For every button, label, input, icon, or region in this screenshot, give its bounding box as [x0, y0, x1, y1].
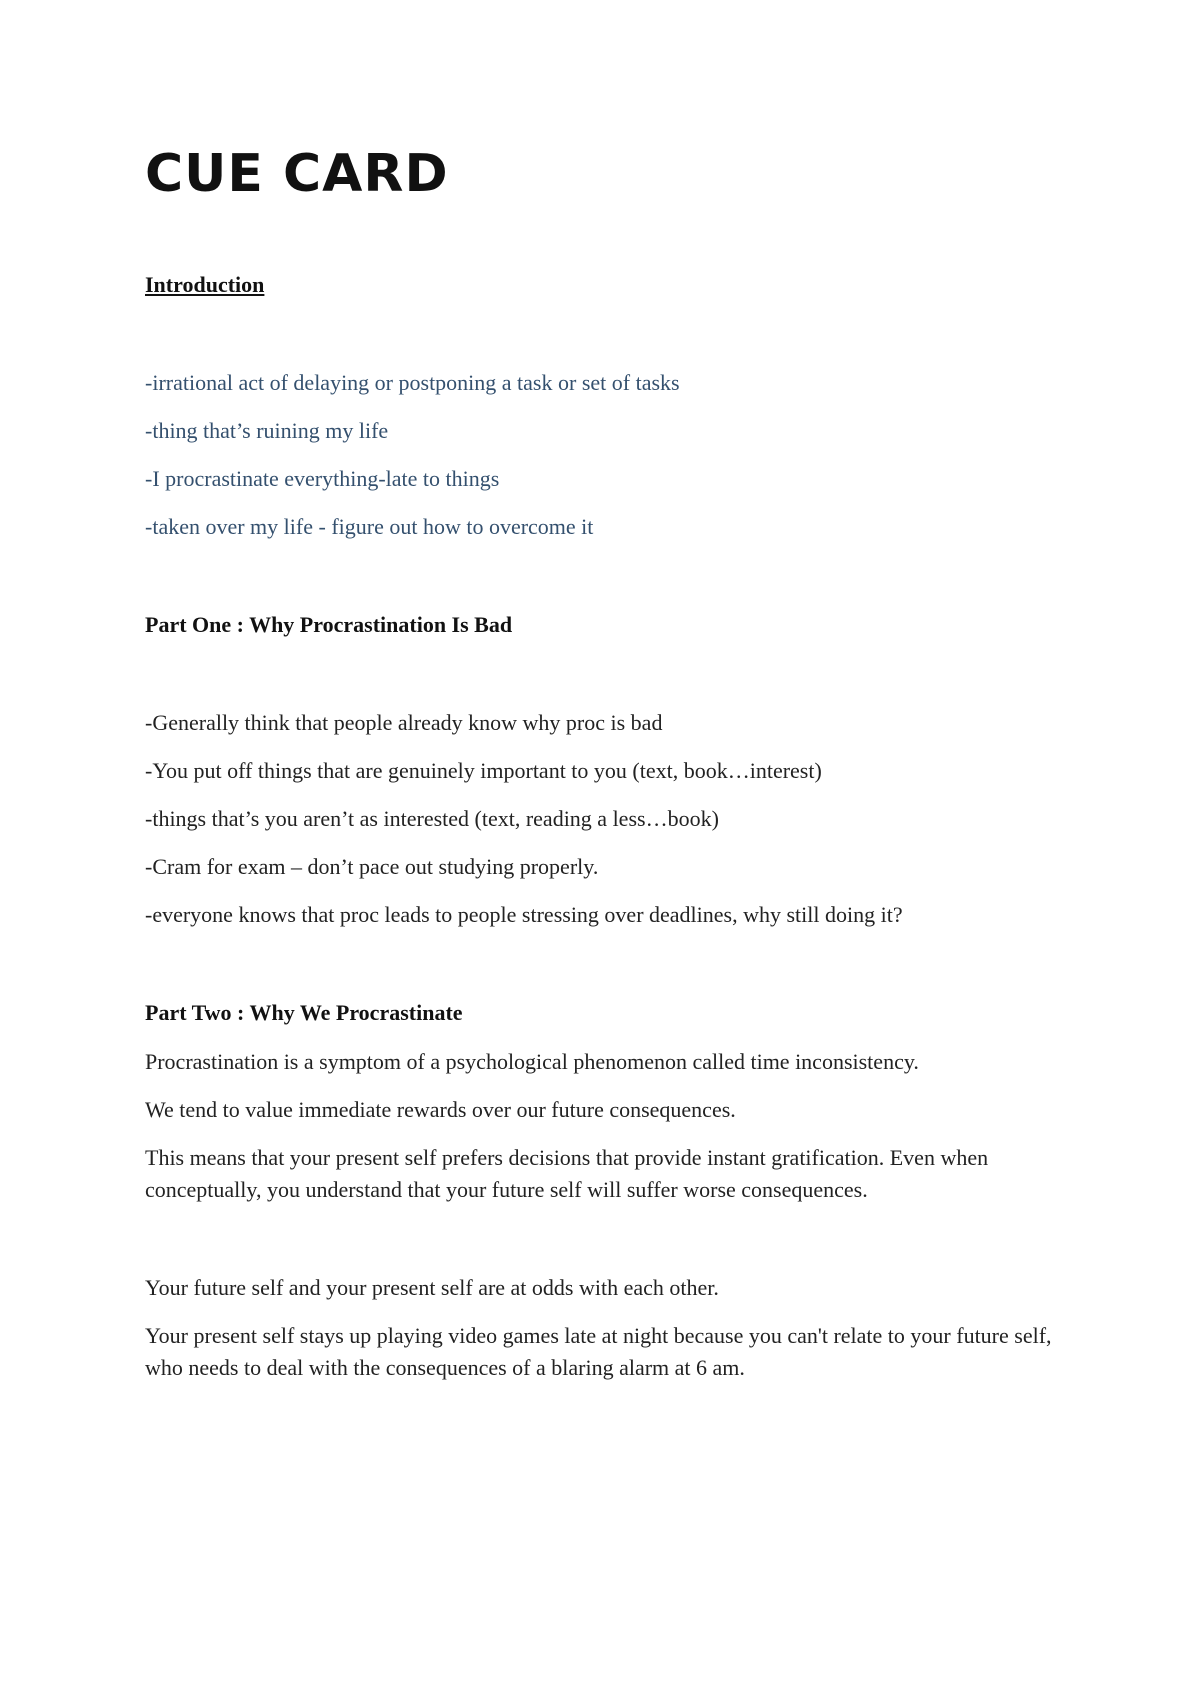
- part-two-paragraph: We tend to value immediate rewards over our future consequences.: [145, 1097, 736, 1122]
- part-one-line: -everyone knows that proc leads to people stressing over deadlines, why still doing it?: [145, 902, 903, 927]
- part-one-line: -Generally think that people already know why proc is bad: [145, 710, 663, 735]
- part-one-heading: Part One : Why Procrastination Is Bad: [145, 612, 513, 637]
- part-one-line: -things that’s you aren’t as interested (text, reading a less…book): [145, 806, 719, 831]
- part-two-paragraph: This means that your present self prefers decisions that provide instant gratification. Even when conceptually, you understand that your future self will suffer worse consequences.: [145, 1145, 989, 1202]
- part-two-paragraph: Your future self and your present self are at odds with each other.: [145, 1275, 719, 1300]
- page-title: CUE CARD: [145, 144, 449, 204]
- part-two-paragraph: Procrastination is a symptom of a psychological phenomenon called time inconsistency.: [145, 1049, 919, 1074]
- intro-line: -irrational act of delaying or postponing a task or set of tasks: [145, 370, 680, 395]
- part-two-heading: Part Two : Why We Procrastinate: [145, 1000, 463, 1025]
- intro-line: -taken over my life - figure out how to overcome it: [145, 514, 594, 539]
- part-one-line: -You put off things that are genuinely important to you (text, book…interest): [145, 758, 822, 783]
- intro-line: -I procrastinate everything-late to things: [145, 466, 500, 491]
- intro-heading: Introduction: [145, 272, 265, 297]
- part-one-line: -Cram for exam – don’t pace out studying properly.: [145, 854, 599, 879]
- intro-line: -thing that’s ruining my life: [145, 418, 389, 443]
- part-two-paragraph: Your present self stays up playing video games late at night because you can't relate to your future self, who needs to deal with the consequences of a blaring alarm at 6 am.: [145, 1323, 1052, 1380]
